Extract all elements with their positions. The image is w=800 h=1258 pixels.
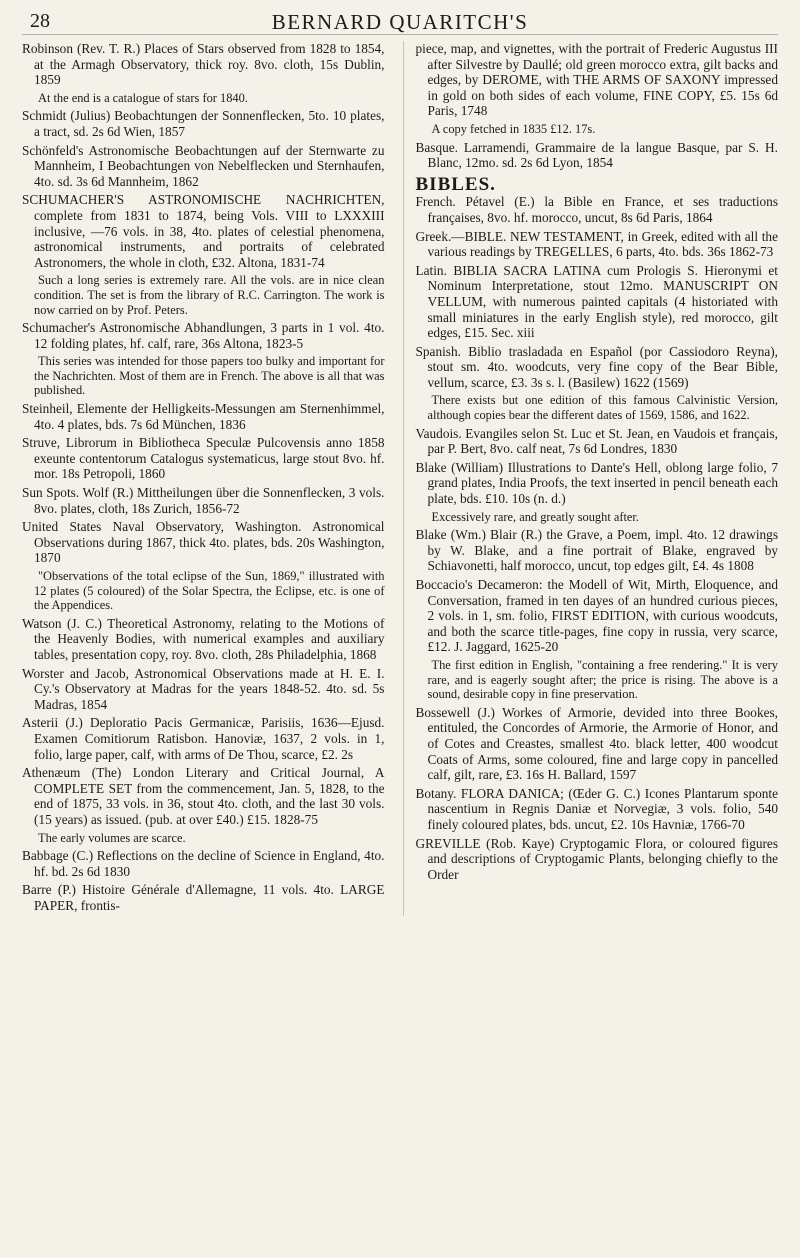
catalogue-note: "Observations of the total eclipse of the Sun, 1869," illustrated with 12 plates (5 coloured) of the Solar Spectra, the Eclipse, etc. is one of the Appendices. (34, 569, 385, 613)
catalogue-entry: Sun Spots. Wolf (R.) Mittheilungen über die Sonnenflecken, 3 vols. 8vo. plates, cloth, 18s Zurich, 1856-72 (22, 485, 385, 516)
catalogue-entry: Asterii (J.) Deploratio Pacis Germanicæ, Parisiis, 1636—Ejusd. Examen Comitiorum Ratisbon. Hanoviæ, 1637, 2 vols. in 1, folio, large paper, calf, with arms of De Thou, scarce, £2. 2s (22, 715, 385, 762)
section-heading: BIBLES. (415, 173, 496, 195)
page-header (22, 8, 778, 35)
catalogue-entry: Steinheil, Elemente der Helligkeits-Messungen am Sternenhimmel, 4to. 4 plates, bds. 7s 6d München, 1836 (22, 401, 385, 432)
catalogue-entry: Struve, Librorum in Bibliotheca Speculæ Pulcovensis anno 1858 exeunte contentorum Catalogus systematicus, large stout 8vo. hf. mor. 18s Petropoli, 1860 (22, 435, 385, 482)
catalogue-note: This series was intended for those papers too bulky and important for the Nachrichten. Most of them are in French. The above is all that was published. (34, 354, 385, 398)
catalogue-entry: Barre (P.) Histoire Générale d'Allemagne, 11 vols. 4to. LARGE PAPER, frontis- (22, 882, 385, 913)
catalogue-entry: French. Pétavel (E.) la Bible en France, et ses traductions françaises, 8vo. hf. morocco, uncut, 8s 6d Paris, 1864 (415, 194, 778, 225)
catalogue-entry: Vaudois. Evangiles selon St. Luc et St. Jean, en Vaudois et français, par P. Bert, 8vo. calf neat, 7s 6d Londres, 1830 (415, 425, 778, 457)
catalogue-entry: Blake (Wm.) Blair (R.) the Grave, a Poem, impl. 4to. 12 drawings by W. Blake, and a fine portrait of Blake, engraved by Schiavonetti, half morocco, uncut, top edges gilt, £4. 4s 1808 (415, 527, 778, 574)
catalogue-entry: Spanish. Biblio trasladada en Español (por Cassiodoro Reyna), stout sm. 4to. woodcuts, very fine copy of the Bear Bible, vellum, scarce, £3. 3s s. l. (Basilew) 1622 (1569) (415, 343, 778, 390)
catalogue-entry: Basque. Larramendi, Grammaire de la langue Basque, par S. H. Blanc, 12mo. sd. 2s 6d Lyon, 1854 (415, 139, 778, 171)
left-column (22, 41, 385, 916)
catalogue-note: There exists but one edition of this famous Calvinistic Version, although copies bear the different dates of 1569, 1586, and 1622. (427, 393, 778, 423)
catalogue-entry: Babbage (C.) Reflections on the decline of Science in England, 4to. hf. bd. 2s 6d 1830 (22, 848, 385, 879)
catalogue-entry: Robinson (Rev. T. R.) Places of Stars observed from 1828 to 1854, at the Armagh Observatory, thick roy. 8vo. cloth, 15s Dublin, 1859 (22, 41, 385, 88)
catalogue-note: A copy fetched in 1835 £12. 17s. (431, 121, 596, 136)
catalogue-entry: Schmidt (Julius) Beobachtungen der Sonnenflecken, 5to. 10 plates, a tract, sd. 2s 6d Wien, 1857 (22, 108, 385, 139)
catalogue-entry: United States Naval Observatory, Washington. Astronomical Observations during 1867, thick 4to. plates, bds. 20s Washington, 1870 (22, 519, 385, 566)
right-column (403, 41, 779, 916)
catalogue-note: The early volumes are scarce. (38, 830, 186, 845)
catalogue-entry: Schönfeld's Astronomische Beobachtungen auf der Sternwarte zu Mannheim, I Beobachtungen von Nebelflecken und Sternhaufen, 4to. sd. 3s 6d Mannheim, 1862 (22, 142, 385, 189)
catalogue-entry: Schumacher's Astronomische Abhandlungen, 3 parts in 1 vol. 4to. 12 folding plates, hf. calf, rare, 36s Altona, 1823-5 (22, 320, 385, 351)
page-number: 28 (30, 10, 50, 32)
catalogue-entry: Botany. FLORA DANICA; (Œder G. C.) Icones Plantarum sponte nascentium in Regnis Daniæ et Norvegiæ, 3 vols. folio, 540 finely coloured plates, bds. uncut, £2. 10s Havniæ, 1766-70 (415, 785, 778, 832)
running-title: BERNARD QUARITCH'S (271, 10, 529, 34)
catalogue-entry: Worster and Jacob, Astronomical Observations made at H. E. I. Cy.'s Observatory at Madras for the years 1848-52. 4to. sd. 5s Madras, 1854 (22, 665, 385, 712)
catalogue-note: Excessively rare, and greatly sought after. (431, 509, 639, 524)
catalogue-entry: Athenæum (The) London Literary and Critical Journal, A COMPLETE SET from the commencement, Jan. 5, 1828, to the end of 1875, 33 vols. in 36, stout 4to. cloth, and the last 30 vols. (15 years) as issued. (pub. at over £40.) £15. 1828-75 (22, 765, 385, 827)
catalogue-entry: SCHUMACHER'S ASTRONOMISCHE NACHRICHTEN, complete from 1831 to 1874, being Vols. VIII to LXXXIII inclusive, —76 vols. in 38, 4to. plates of celestial phenomena, astronomical instruments, and portraits of celebrated Astronomers, the whole in cloth, £32. Altona, 1831-74 (22, 192, 385, 270)
catalogue-note: Such a long series is extremely rare. All the vols. are in nice clean condition. The set is from the library of R.C. Carrington. The work is now carried on by Prof. Peters. (34, 273, 385, 317)
catalogue-note: The first edition in English, "containing a free rendering." It is very rare, and is eagerly sought after; the price is rising. The above is a sound, desirable copy in fine preservation. (427, 657, 778, 702)
catalogue-entry: Blake (William) Illustrations to Dante's Hell, oblong large folio, 7 grand plates, India Proofs, the text inserted in pencil beneath each plate, bds. £10. 10s (n. d.) (415, 459, 778, 507)
catalogue-entry: Boccacio's Decameron: the Modell of Wit, Mirth, Eloquence, and Conversation, framed in ten dayes of an hundred curious pieces, 2 vols. in 1, sm. folio, FIRST EDITION, with curious woodcuts, and both the scarce title-pages, fine copy in russia, very scarce, £12. J. Jaggard, 1625-20 (415, 577, 778, 655)
catalogue-entry: Latin. BIBLIA SACRA LATINA cum Prologis S. Hieronymi et Nominum Interpretatione, stout 12mo. MANUSCRIPT ON VELLUM, with numerous painted capitals (4 historiated with small miniatures in the early English style), red morocco, gilt edges, £15. Sec. xiii (415, 262, 778, 341)
catalogue-entry: Watson (J. C.) Theoretical Astronomy, relating to the Motions of the Heavenly Bodies, with numerical examples and auxiliary tables, presentation copy, roy. 8vo. cloth, 28s Philadelphia, 1868 (22, 615, 385, 662)
catalogue-entry: Greek.—BIBLE. NEW TESTAMENT, in Greek, edited with all the various readings by TREGELLES, 6 parts, 4to. bds. 36s 1862-73 (415, 228, 778, 260)
catalogue-entry: piece, map, and vignettes, with the portrait of Frederic Augustus III after Silvestre by Daullé; old green morocco extra, gilt backs and edges, by DEROME, with THE ARMS OF SAXONY impressed in gold on both sides of each volume, FINE COPY, £5. 15s 6d Paris, 1748 (415, 41, 778, 119)
columns (22, 41, 778, 916)
catalogue-entry: GREVILLE (Rob. Kaye) Cryptogamic Flora, or coloured figures and descriptions of Cryptogamic Plants, belonging chiefly to the Order (415, 835, 778, 882)
catalogue-entry: Bossewell (J.) Workes of Armorie, devided into three Bookes, entituled, the Concordes of Armorie, the Armorie of Honor, and of Cotes and Creastes, smallest 4to. black letter, 400 woodcut Coats of Arms, some coloured, fine and large copy in pancelled calf, gilt, rare, £3. 16s H. Ballard, 1597 (415, 704, 778, 783)
catalogue-note: At the end is a catalogue of stars for 1840. (38, 90, 248, 105)
